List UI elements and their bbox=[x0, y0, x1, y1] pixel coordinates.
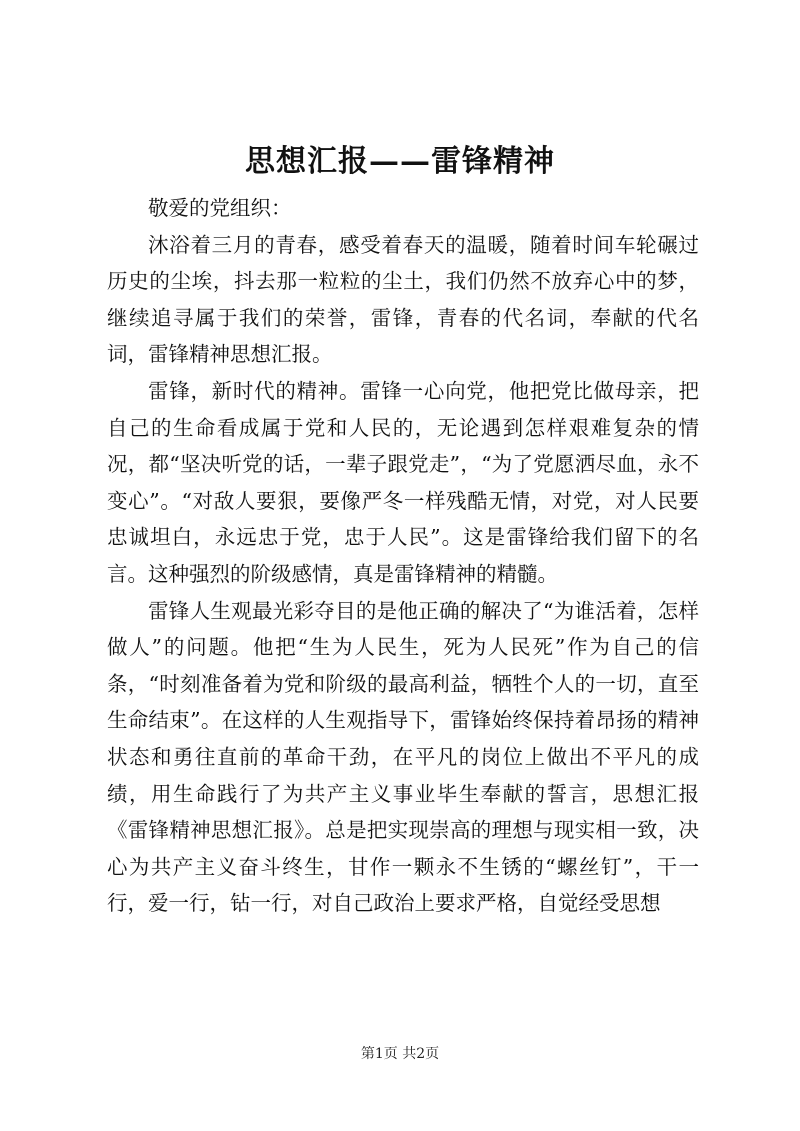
paragraph-1: 沐浴着三月的青春，感受着春天的温暖，随着时间车轮碾过历史的尘埃，抖去那一粒粒的尘土，我们仍然不放弃心中的梦，继续追寻属于我们的荣誉，雷锋，青春的代名词，奉献的代名词，雷锋精神思想汇报。 bbox=[107, 232, 699, 367]
document-title: 思想汇报——雷锋精神 bbox=[245, 144, 555, 179]
page-footer: 第1页 共2页 bbox=[360, 1046, 440, 1062]
paragraph-2: 雷锋，新时代的精神。雷锋一心向党，他把党比做母亲，把自己的生命看成属于党和人民的，无论遇到怎样艰难复杂的情况，都“坚决听党的话，一辈子跟党走”，“为了党愿洒尽血，永不变心”。“对敌人要狠，要像严冬一样残酷无情，对党，对人民要忠诚坦白，永远忠于党，忠于人民”。这是雷锋给我们留下的名言。这种强烈的阶级感情，真是雷锋精神的精髓。 bbox=[107, 378, 699, 586]
paragraph-3: 雷锋人生观最光彩夺目的是他正确的解决了“为谁活着，怎样做人”的问题。他把“生为人民生，死为人民死”作为自己的信条，“时刻准备着为党和阶级的最高利益，牺牲个人的一切，直至生命结束”。在这样的人生观指导下，雷锋始终保持着昂扬的精神状态和勇往直前的革命干劲，在平凡的岗位上做出不平凡的成绩，用生命践行了为共产主义事业毕生奉献的誓言，思想汇报《雷锋精神思想汇报》。总是把实现崇高的理想与现实相一致，决心为共产主义奋斗终生，甘作一颗永不生锈的“螺丝钉”，干一行，爱一行，钻一行，对自己政治上要求严格，自觉经受思想 bbox=[107, 598, 699, 916]
salutation: 敬爱的党组织： bbox=[148, 196, 292, 220]
document-body bbox=[107, 190, 699, 922]
